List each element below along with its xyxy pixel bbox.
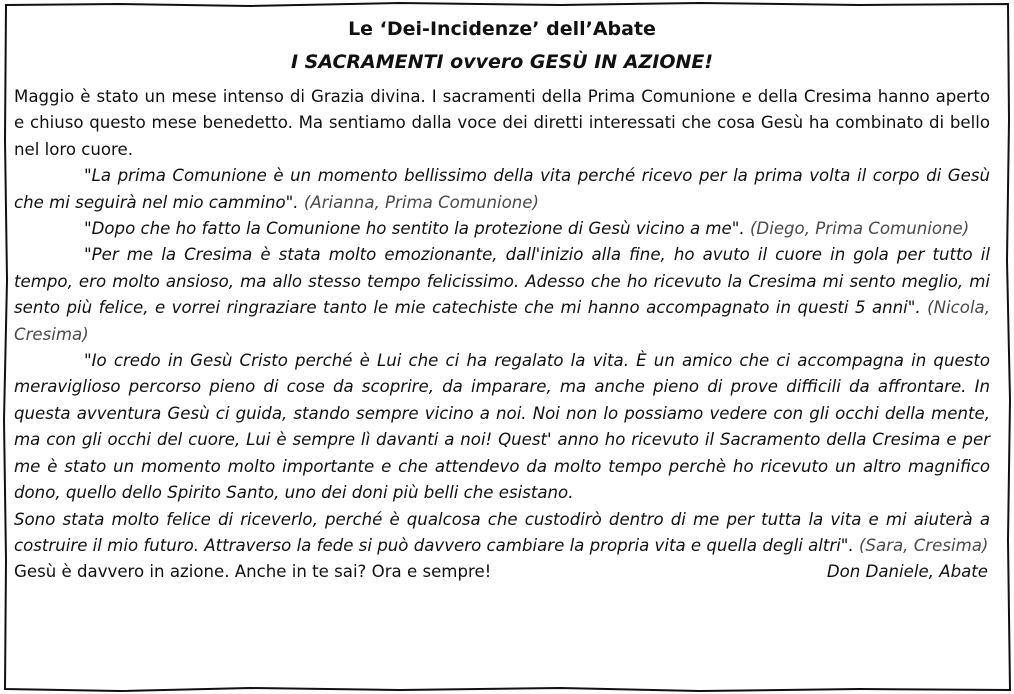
testimony-attribution: (Sara, Cresima) <box>859 535 989 555</box>
testimony-arianna <box>14 163 990 216</box>
article <box>14 14 990 586</box>
testimony-attribution: (Nicola, Cresima) <box>14 298 990 344</box>
signature: Don Daniele, Abate <box>826 562 988 582</box>
testimony-diego <box>14 216 990 242</box>
article-subtitle: I SACRAMENTI ovvero GESÙ IN AZIONE! <box>290 51 714 73</box>
intro-paragraph: Maggio è stato un mese intenso di Grazia divina. I sacramenti della Prima Comunione e della Cresima hanno aperto e chiuso questo mese benedetto. Ma sentiamo dalla voce dei diretti interessati che cosa Gesù ha combinato di bello nel loro cuore. <box>14 87 990 159</box>
testimony-quote: "Per me la Cresima è stata molto emozionante, dall'inizio alla fine, ho avuto il cuore in gola per tutto il tempo, ero molto ansioso, ma allo stesso tempo felicissimo. Adesso che ho ricevuto la Cresima mi sento meglio, mi sento più felice, e vorrei ringraziare tanto le mie catechiste che mi hanno accompagnato in questi 5 anni". <box>14 245 990 318</box>
testimony-attribution: (Arianna, Prima Comunione) <box>303 192 539 212</box>
closing-line <box>14 559 990 585</box>
article-title: Le ‘Dei-Incidenze’ dell’Abate <box>348 18 656 40</box>
testimony-quote: Sono stata molto felice di riceverlo, perché è qualcosa che custodirò dentro di me per tutta la vita e mi aiuterà a costruire il mio futuro. Attraverso la fede si può davvero cambiare la propria vita e quella degli altri". <box>14 509 990 555</box>
closing-text: Gesù è davvero in azione. Anche in te sai? Ora e sempre! <box>14 562 492 582</box>
testimony-sara <box>14 348 990 506</box>
testimony-quote: "La prima Comunione è un momento bellissimo della vita perché ricevo per la prima volta il corpo di Gesù che mi seguirà nel mio cammino". <box>14 166 990 212</box>
testimony-sara-continued <box>14 507 990 560</box>
testimony-quote: "Dopo che ho fatto la Comunione ho sentito la protezione di Gesù vicino a me". <box>84 219 745 239</box>
testimony-attribution: (Diego, Prima Comunione) <box>749 219 970 239</box>
testimony-quote: "Io credo in Gesù Cristo perché è Lui che ci ha regalato la vita. È un amico che ci accompagna in questo meraviglioso percorso pieno di cose da scoprire, da imparare, ma anche pieno di prove difficili da affrontare. In questa avventura Gesù ci guida, stando sempre vicino a noi. Noi non lo possiamo vedere con gli occhi della mente, ma con gli occhi del cuore, Lui è sempre lì davanti a noi! Quest' anno ho ricevuto il Sacramento della Cresima e per me è stato un momento molto importante e che attendevo da molto tempo perchè ho ricevuto un altro magnifico dono, quello dello Spirito Santo, uno dei doni più belli che esistano. <box>14 351 990 503</box>
testimony-nicola <box>14 242 990 348</box>
